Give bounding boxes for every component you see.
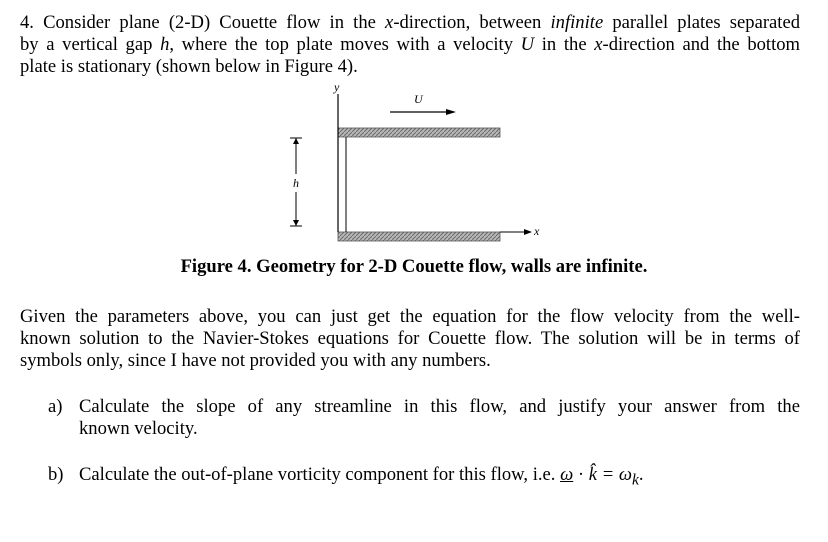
figure-caption: Figure 4. Geometry for 2-D Couette flow, walls are infinite. bbox=[180, 256, 648, 277]
question-b-text bbox=[79, 464, 800, 492]
question-a-text bbox=[79, 396, 800, 440]
label-y: y bbox=[334, 80, 340, 94]
question-b-marker: b) bbox=[48, 464, 64, 485]
question-a-marker: a) bbox=[48, 396, 63, 417]
parameters-line-2: known solution to the Navier-Stokes equations for Couette flow. The solution will be in terms of bbox=[20, 328, 800, 349]
velocity-arrowhead bbox=[446, 109, 456, 115]
label-x: x bbox=[534, 224, 540, 238]
h-dim-up-arrow bbox=[293, 138, 299, 144]
label-h: h bbox=[293, 176, 299, 190]
unit-vector-k: k̂ bbox=[588, 464, 597, 485]
parameters-paragraph bbox=[20, 306, 800, 372]
h-dim-down-arrow bbox=[293, 220, 299, 226]
problem-line-3: plate is stationary (shown below in Figure 4). bbox=[20, 56, 358, 77]
question-a-line-2: known velocity. bbox=[79, 418, 198, 439]
question-a-line-1: Calculate the slope of any streamline in this flow, and justify your answer from the bbox=[79, 396, 800, 417]
label-U: U bbox=[414, 92, 423, 106]
question-b-line: Calculate the out-of-plane vorticity component for this flow, i.e. ω · k̂ = $\omega_k$. bbox=[79, 464, 644, 489]
problem-line-1: 4. Consider plane (2-D) Couette flow in the x-direction, between infinite parallel plates separated bbox=[20, 12, 801, 33]
top-plate bbox=[338, 128, 500, 137]
x-axis-arrowhead bbox=[524, 229, 532, 235]
parameters-line-3: symbols only, since I have not provided you with any numbers. bbox=[20, 350, 491, 371]
problem-statement bbox=[20, 12, 800, 78]
problem-line-2: by a vertical gap h, where the top plate moves with a velocity U in the x-direction and the bottom bbox=[20, 34, 800, 55]
parameters-line-1: Given the parameters above, you can just get the equation for the flow velocity from the well- bbox=[20, 306, 800, 327]
vorticity-vector: ω bbox=[560, 464, 574, 485]
figure-diagram bbox=[280, 84, 560, 254]
couette-flow-figure bbox=[280, 80, 560, 254]
bottom-plate bbox=[338, 232, 500, 241]
